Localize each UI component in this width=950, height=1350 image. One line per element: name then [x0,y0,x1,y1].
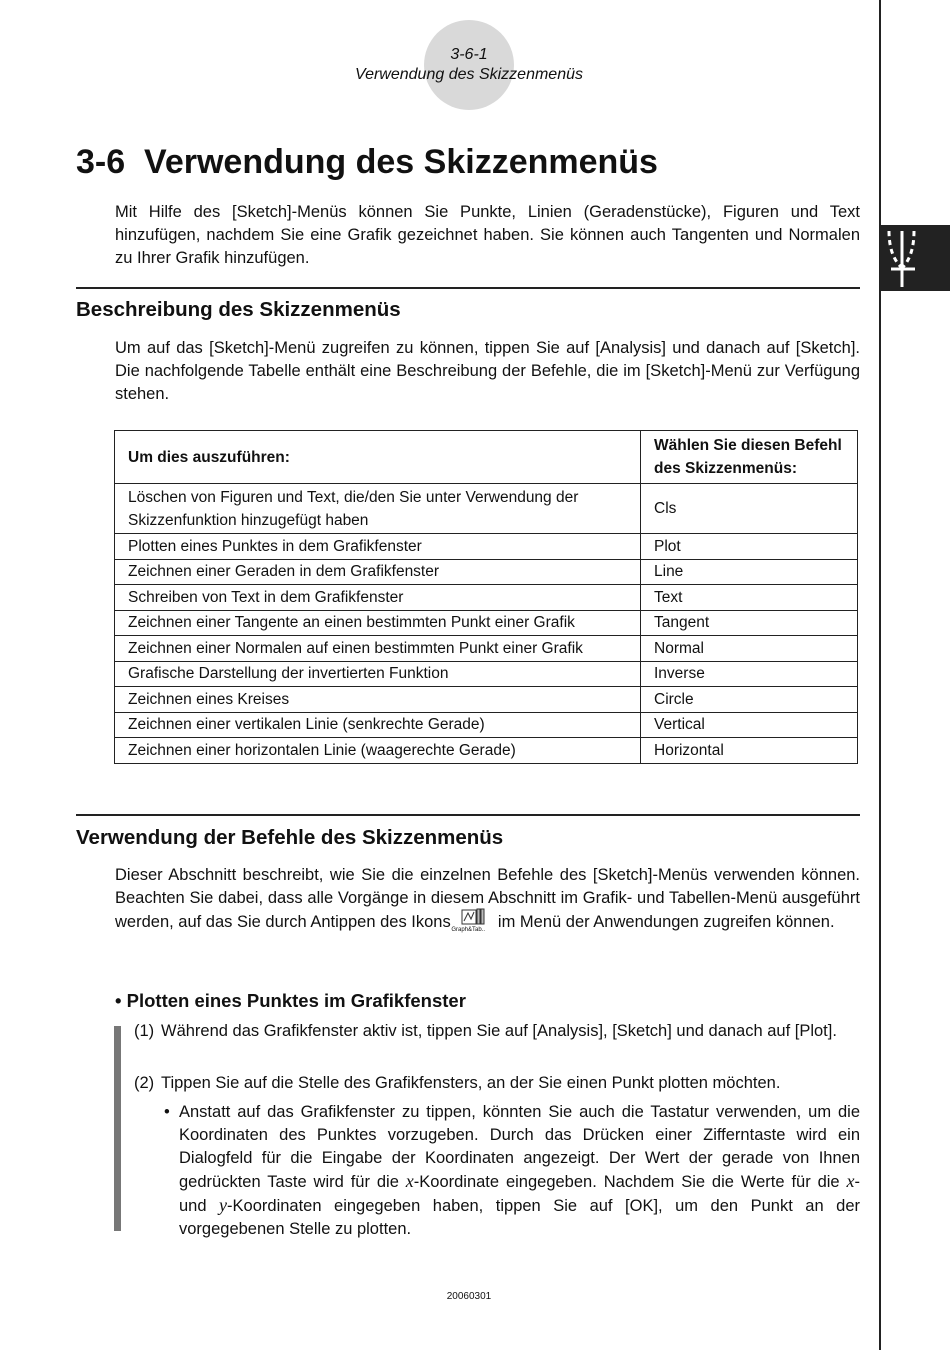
table-row [115,559,858,585]
table-cell: Horizontal [641,738,858,764]
step-1 [134,1020,860,1043]
divider [76,287,860,289]
sketch-commands-table [114,430,858,764]
section-description-text: Um auf das [Sketch]-Menü zugreifen zu können, tippen Sie auf [Analysis] und danach auf [Sketch]. Die nachfolgende Tabelle enthält eine Beschreibung der Befehle, die im [Sketch]-Menü zur Verfügung stehen. [115,339,860,403]
table-cell: Text [641,585,858,611]
table-row [115,610,858,636]
usage-text-part: Dieser Abschnitt beschreibt, wie Sie die einzelnen Befehle des [Sketch]-Menüs verwenden können. Beachten Sie dabei, dass alle Vorgänge in diesem Abschnitt im Grafik- und Tabellen-Menü ausgeführt werden, auf das Sie durch Antippen des Ikons [115,866,860,931]
graph-tab-app-icon [451,910,493,933]
section-heading-usage: Verwendung der Befehle des Skizzenmenüs [76,826,504,849]
table-cell: Schreiben von Text in dem Grafikfenster [115,585,641,611]
chapter-tab [881,225,950,291]
table-cell: Zeichnen einer Tangente an einen bestimmten Punkt einer Grafik [115,610,641,636]
table-header-cell: Wählen Sie diesen Befehl des Skizzenmenüs: [641,431,858,484]
table-cell: Zeichnen einer Geraden in dem Grafikfenster [115,559,641,585]
table-row [115,585,858,611]
table-cell: Zeichnen einer vertikalen Linie (senkrechte Gerade) [115,712,641,738]
note-text: Anstatt auf das Grafikfenster zu tippen, könnten Sie auch die Tastatur verwenden, um die Koordinaten des Punktes vorzugeben. Durch das Drücken einer Zifferntaste wird ein Dialogfeld für die Eingabe der Koordinaten angezeigt. Der Wert der gerade von Ihnen gedrückten Taste wird für die x-Koordinate eingegeben. Nachdem Sie die Werte für die x- und y-Koordinaten eingegeben haben, tippen Sie auf [OK], um den Punkt an der vorgegebenen Stelle zu plotten. [179,1103,860,1238]
table-row [115,738,858,764]
icon-label: Graph&Tab.. [451,927,486,933]
step-text: Während das Grafikfenster aktiv ist, tippen Sie auf [Analysis], [Sketch] und danach auf [Plot]. [161,1022,837,1040]
usage-text-part: im Menü der Anwendungen zugreifen können. [497,913,835,931]
margin-line [879,0,881,1350]
table-cell: Inverse [641,661,858,687]
table-row [115,534,858,560]
step-number: (1) [134,1022,155,1040]
section-heading-description: Beschreibung des Skizzenmenüs [76,298,401,321]
table-cell: Zeichnen eines Kreises [115,687,641,713]
procedure-bar [114,1026,121,1231]
subsection-heading: • Plotten eines Punktes im Grafikfenster [115,990,466,1011]
step-text: Tippen Sie auf die Stelle des Grafikfensters, an der Sie einen Punkt plotten möchten. [161,1074,781,1092]
table-row [115,636,858,662]
table-cell: Circle [641,687,858,713]
header-circle [424,20,514,110]
page-title: 3-6 Verwendung des Skizzenmenüs [76,143,658,181]
step-note [164,1101,860,1241]
table-cell: Plotten eines Punktes in dem Grafikfenster [115,534,641,560]
bullet: • [164,1103,170,1121]
table-header-row [115,431,858,484]
table-cell: Zeichnen einer horizontalen Linie (waagerechte Gerade) [115,738,641,764]
table-row [115,661,858,687]
table-cell: Löschen von Figuren und Text, die/den Sie unter Verwendung der Skizzenfunktion hinzugefügt haben [115,484,641,534]
table-cell: Normal [641,636,858,662]
table-cell: Line [641,559,858,585]
sketch-chapter-icon [881,225,950,291]
table-cell: Zeichnen einer Normalen auf einen bestimmten Punkt einer Grafik [115,636,641,662]
table-row [115,484,858,534]
table-header-cell: Um dies auszuführen: [115,431,641,484]
table-cell: Cls [641,484,858,534]
table-cell: Vertical [641,712,858,738]
intro-text: Mit Hilfe des [Sketch]-Menüs können Sie Punkte, Linien (Geradenstücke), Figuren und Text hinzufügen, nachdem Sie eine Grafik gezeichnet haben. Sie können auch Tangenten und Normalen zu Ihrer Grafik hinzufügen. [115,203,860,267]
table-row [115,687,858,713]
running-title: Verwendung des Skizzenmenüs [355,66,583,83]
table-cell: Plot [641,534,858,560]
divider [76,814,860,816]
table-cell: Tangent [641,610,858,636]
page-number: 3-6-1 [450,46,488,63]
section-usage-text [115,864,860,934]
footer-code: 20060301 [446,1291,492,1302]
step-number: (2) [134,1074,155,1092]
table-cell: Grafische Darstellung der invertierten Funktion [115,661,641,687]
table-row [115,712,858,738]
step-2 [134,1072,860,1095]
